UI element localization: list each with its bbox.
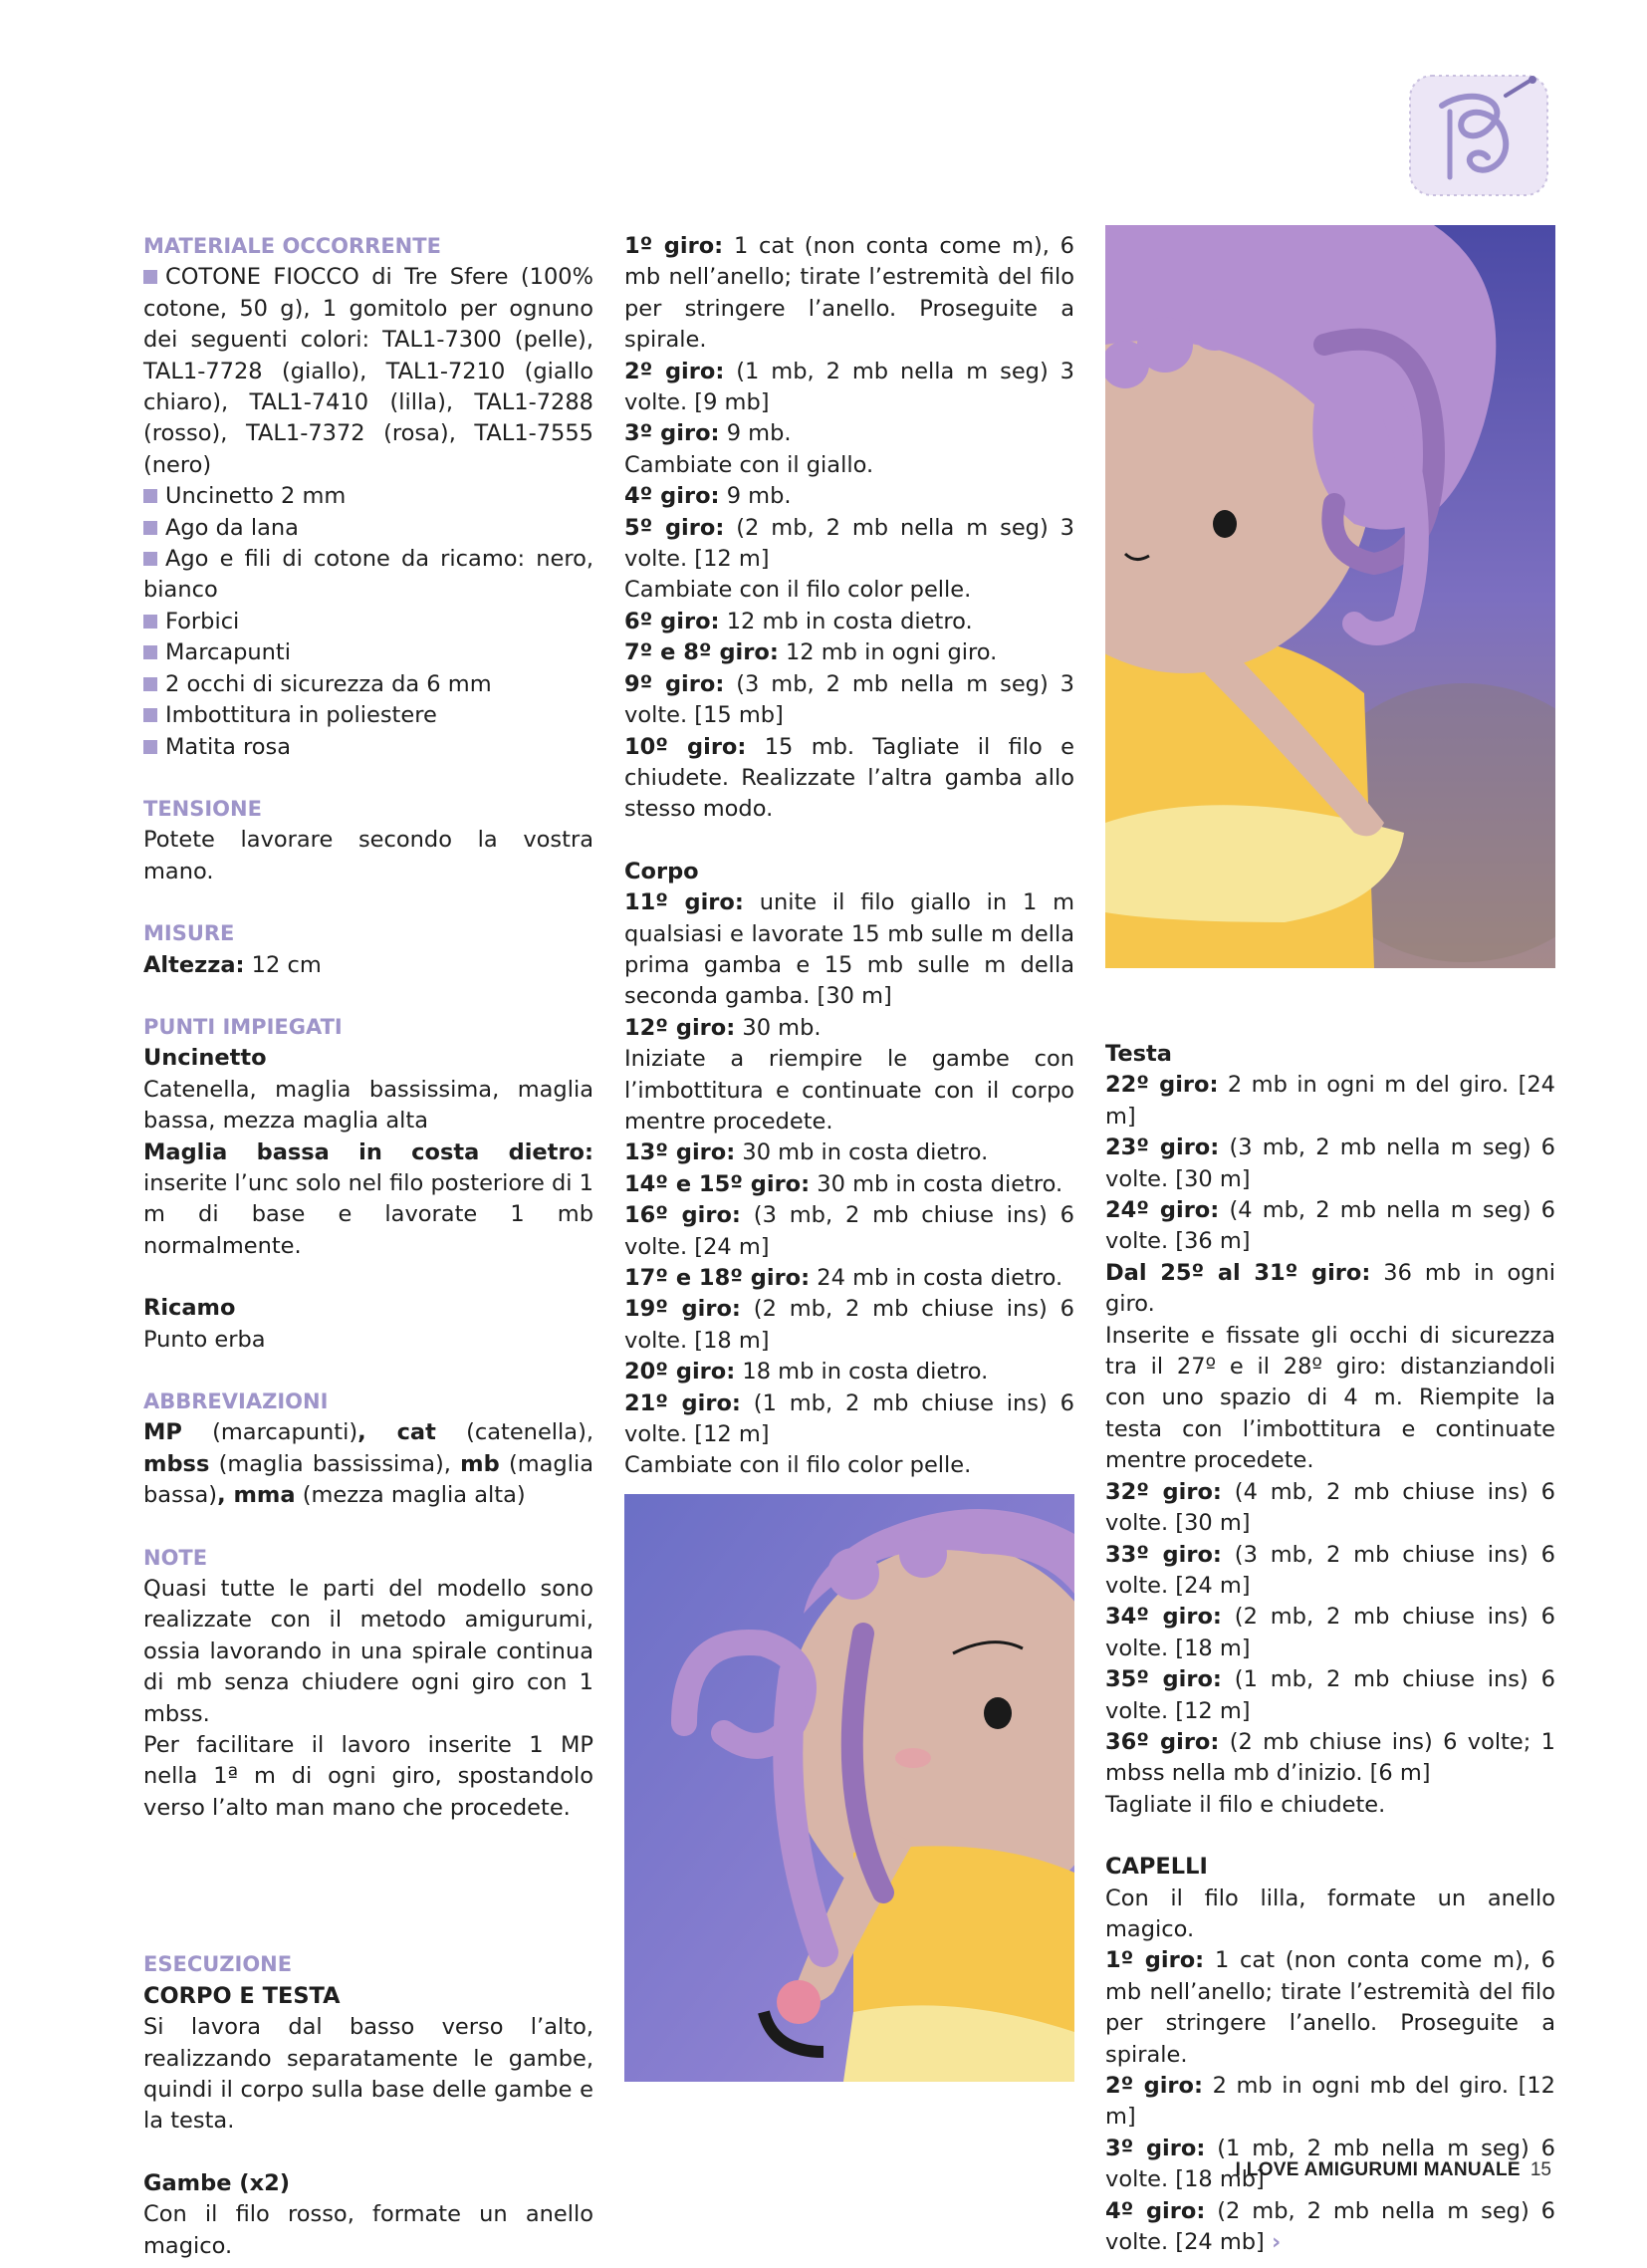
- crochet-hook-monogram-icon: [1402, 66, 1557, 203]
- round-line: 4º giro: (2 mb, 2 mb nella m seg) 6 volte. [24 mb] ›: [1105, 2197, 1555, 2256]
- material-item: Marcapunti: [143, 637, 593, 668]
- round-line: 21º giro: (1 mb, 2 mb chiuse ins) 6 volte. [12 m]: [624, 1389, 1074, 1448]
- sizes-title: MISURE: [143, 921, 235, 946]
- round-line: 22º giro: 2 mb in ogni m del giro. [24 m]: [1105, 1072, 1555, 1130]
- embroidery-text: Punto erba: [143, 1326, 266, 1353]
- height-line: [143, 950, 593, 981]
- crochet-text: Catenella, maglia bassissima, maglia bassa, mezza maglia alta: [143, 1076, 593, 1134]
- legs-rounds: [624, 231, 1074, 826]
- height-label: Altezza:: [143, 951, 245, 978]
- round-line: 3º giro: 9 mb.: [624, 420, 792, 447]
- material-item: Ago da lana: [143, 513, 593, 544]
- round-line: Inserite e fissate gli occhi di sicurezza tra il 27º e il 28º giro: distanziandoli con uno spazio di 4 m. Riempite la testa con l’imbottitura e continuate mentre procedete.: [1105, 1322, 1555, 1474]
- round-line: 19º giro: (2 mb, 2 mb chiuse ins) 6 volte. [18 m]: [624, 1296, 1074, 1354]
- magazine-logo: [1402, 66, 1557, 203]
- material-item: Uncinetto 2 mm: [143, 481, 593, 512]
- material-item: Ago e fili di cotone da ricamo: nero, bianco: [143, 544, 593, 607]
- crochet-subtitle: Uncinetto: [143, 1045, 267, 1072]
- round-line: 6º giro: 12 mb in costa dietro.: [624, 608, 973, 634]
- round-line: 4º giro: 9 mb.: [624, 483, 792, 510]
- doll-photo-top: [1105, 225, 1555, 968]
- round-line: 2º giro: 2 mb in ogni mb del giro. [12 m]: [1105, 2073, 1555, 2131]
- notes-title: NOTE: [143, 1545, 208, 1570]
- column-materials: [143, 231, 593, 2262]
- tension-title: TENSIONE: [143, 796, 262, 821]
- round-line: 1º giro: 1 cat (non conta come m), 6 mb nell’anello; tirate l’estremità del filo per stringere l’anello. Proseguite a spirale.: [1105, 1947, 1555, 2068]
- round-line: 12º giro: 30 mb.: [624, 1014, 822, 1041]
- exec-title: ESECUZIONE: [143, 1952, 293, 1977]
- body-rounds: [624, 887, 1074, 1482]
- round-line: 13º giro: 30 mb in costa dietro.: [624, 1139, 989, 1166]
- head-rounds: [1105, 1070, 1555, 1821]
- notes-text-1: Quasi tutte le parti del modello sono realizzate con il metodo amigurumi, ossia lavorando in una spirale continua di mb senza chiudere ogni giro con 1 mbss.: [143, 1576, 593, 1727]
- round-line: 20º giro: 18 mb in costa dietro.: [624, 1359, 989, 1386]
- page-footer: [1236, 2159, 1551, 2181]
- round-line: 11º giro: unite il filo giallo in 1 m qualsiasi e lavorate 15 mb sulle m della prima gamba e 15 mb sulle m della seconda gamba. [30 m]: [624, 889, 1074, 1010]
- round-line: 5º giro: (2 mb, 2 mb nella m seg) 3 volte. [12 m]: [624, 514, 1074, 573]
- back-loop-label: Maglia bassa in costa dietro:: [143, 1138, 593, 1165]
- round-line: 23º giro: (3 mb, 2 mb nella m seg) 6 volte. [30 m]: [1105, 1134, 1555, 1192]
- continue-arrow-icon: ›: [1272, 2229, 1282, 2256]
- back-loop-text: inserite l’unc solo nel filo posteriore di 1 m di base e lavorate 1 mb normalmente.: [143, 1169, 593, 1259]
- body-head-text: Si lavora dal basso verso l’alto, realizzando separatamente le gambe, quindi il corpo sulla base delle gambe e la testa.: [143, 2014, 593, 2135]
- round-line: 10º giro: 15 mb. Tagliate il filo e chiudete. Realizzate l’altra gamba allo stesso modo.: [624, 733, 1074, 823]
- stitches-title: PUNTI IMPIEGATI: [143, 1014, 343, 1039]
- round-line: 32º giro: (4 mb, 2 mb chiuse ins) 6 volte. [30 m]: [1105, 1478, 1555, 1537]
- tension-text: Potete lavorare secondo la vostra mano.: [143, 827, 593, 884]
- height-value: 12 cm: [251, 951, 322, 978]
- legs-subtitle: Gambe (x2): [143, 2169, 291, 2196]
- round-line: 3º giro: (1 mb, 2 mb nella m seg) 6 volte. [18 mb]: [1105, 2135, 1555, 2193]
- round-line: Tagliate il filo e chiudete.: [1105, 1791, 1386, 1818]
- hair-intro: Con il filo lilla, formate un anello magico.: [1105, 1885, 1555, 1942]
- body-head-subtitle: CORPO E TESTA: [143, 1982, 341, 2009]
- notes-text-2: Per facilitare il lavoro inserite 1 MP nella 1ª m di ogni giro, spostandolo verso l’alto man mano che procedete.: [143, 1732, 593, 1821]
- magazine-title: I LOVE AMIGURUMI MANUALE: [1235, 2159, 1521, 2180]
- hair-title: CAPELLI: [1105, 1854, 1208, 1881]
- round-line: 24º giro: (4 mb, 2 mb nella m seg) 6 volte. [36 m]: [1105, 1197, 1555, 1255]
- round-line: 33º giro: (3 mb, 2 mb chiuse ins) 6 volte. [24 m]: [1105, 1541, 1555, 1599]
- round-line: 9º giro: (3 mb, 2 mb nella m seg) 3 volte. [15 mb]: [624, 670, 1074, 729]
- page-number: 15: [1529, 2159, 1551, 2180]
- round-line: Cambiate con il giallo.: [624, 451, 874, 478]
- round-line: 17º e 18º giro: 24 mb in costa dietro.: [624, 1265, 1063, 1291]
- round-line: 16º giro: (3 mb, 2 mb chiuse ins) 6 volte. [24 m]: [624, 1202, 1074, 1260]
- round-line: 7º e 8º giro: 12 mb in ogni giro.: [624, 639, 998, 666]
- round-line: 2º giro: (1 mb, 2 mb nella m seg) 3 volte. [9 mb]: [624, 358, 1074, 416]
- doll-photo-bottom: [624, 1494, 1074, 2082]
- round-line: Cambiate con il filo color pelle.: [624, 1452, 972, 1479]
- material-item: COTONE FIOCCO di Tre Sfere (100% cotone, 50 g), 1 gomitolo per ognuno dei seguenti colori: TAL1-7300 (pelle), TAL1-7728 (giallo), TAL1-7210 (giallo chiaro), TAL1-7410 (lilla), TAL1-7288 (rosso), TAL1-7372 (rosa), TAL1-7555 (nero): [143, 262, 593, 481]
- materials-title: MATERIALE OCCORRENTE: [143, 234, 441, 258]
- column-head-hair: [1105, 1039, 1555, 2258]
- round-line: 34º giro: (2 mb, 2 mb chiuse ins) 6 volte. [18 m]: [1105, 1604, 1555, 1661]
- round-line: 14º e 15º giro: 30 mb in costa dietro.: [624, 1170, 1063, 1197]
- round-line: Dal 25º al 31º giro: 36 mb in ogni giro.: [1105, 1259, 1556, 1318]
- hair-rounds: [1105, 1945, 1555, 2258]
- embroidery-subtitle: Ricamo: [143, 1295, 236, 1322]
- abbr-text: MP (marcapunti), cat (catenella), mbss (maglia bassissima), mb (maglia bassa), mma (mezza maglia alta): [143, 1419, 594, 1509]
- round-line: Cambiate con il filo color pelle.: [624, 577, 972, 604]
- round-line: Iniziate a riempire le gambe con l’imbottitura e continuate con il corpo mentre procedete.: [624, 1046, 1074, 1134]
- material-item: Forbici: [143, 607, 593, 637]
- material-item: Imbottitura in poliestere: [143, 700, 593, 731]
- material-item: Matita rosa: [143, 732, 593, 763]
- round-line: 36º giro: (2 mb chiuse ins) 6 volte; 1 mbss nella mb d’inizio. [6 m]: [1105, 1728, 1555, 1787]
- body-subtitle: Corpo: [624, 858, 699, 884]
- abbr-title: ABBREVIAZIONI: [143, 1389, 329, 1413]
- head-subtitle: Testa: [1105, 1041, 1172, 1067]
- round-line: 35º giro: (1 mb, 2 mb chiuse ins) 6 volte. [12 m]: [1105, 1666, 1555, 1724]
- material-item: 2 occhi di sicurezza da 6 mm: [143, 669, 593, 700]
- round-line: 1º giro: 1 cat (non conta come m), 6 mb nell’anello; tirate l’estremità del filo per stringere l’anello. Proseguite a spirale.: [624, 233, 1074, 354]
- back-loop-line: [143, 1137, 593, 1263]
- column-legs-body: [624, 231, 1074, 1482]
- legs-text: Con il filo rosso, formate un anello magico.: [143, 2201, 593, 2259]
